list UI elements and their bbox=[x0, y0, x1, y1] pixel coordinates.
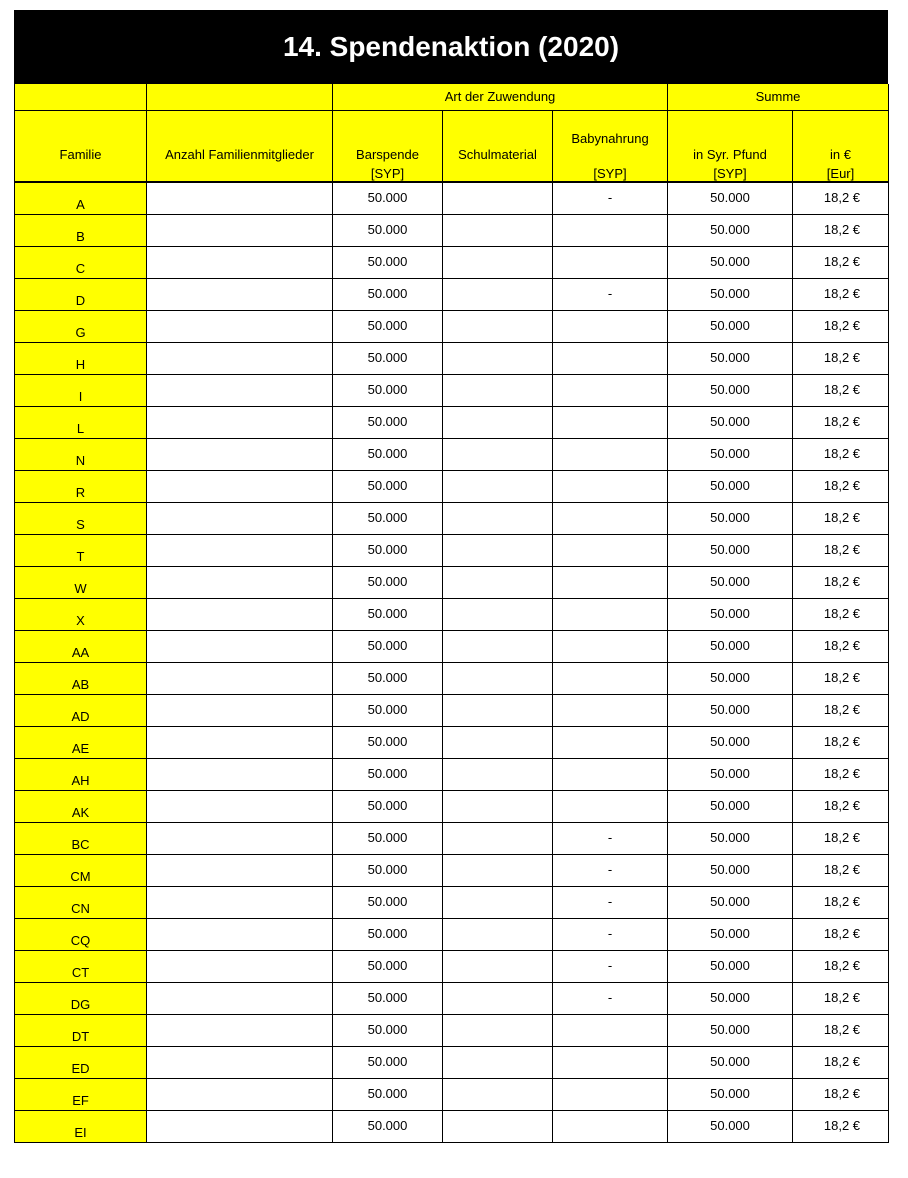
table-row bbox=[15, 182, 889, 214]
cell-familie: BC bbox=[15, 822, 147, 854]
cell-familie: S bbox=[15, 502, 147, 534]
cell-summe-eur: 18,2 € bbox=[793, 822, 889, 854]
cell-summe-syp: 50.000 bbox=[668, 470, 793, 502]
donation-table bbox=[14, 84, 889, 1143]
cell-babynahrung bbox=[553, 310, 668, 342]
cell-barspende: 50.000 bbox=[333, 502, 443, 534]
header-row-units bbox=[15, 165, 889, 182]
unit-syr-pfund: [SYP] bbox=[668, 165, 793, 182]
cell-summe-eur: 18,2 € bbox=[793, 470, 889, 502]
cell-summe-eur: 18,2 € bbox=[793, 278, 889, 310]
table-row bbox=[15, 1110, 889, 1142]
table-row bbox=[15, 310, 889, 342]
cell-schulmaterial bbox=[443, 438, 553, 470]
cell-babynahrung bbox=[553, 214, 668, 246]
cell-anzahl bbox=[147, 182, 333, 214]
cell-summe-syp: 50.000 bbox=[668, 726, 793, 758]
cell-summe-syp: 50.000 bbox=[668, 598, 793, 630]
cell-anzahl bbox=[147, 214, 333, 246]
cell-barspende: 50.000 bbox=[333, 438, 443, 470]
cell-babynahrung: - bbox=[553, 918, 668, 950]
cell-familie: R bbox=[15, 470, 147, 502]
cell-familie: X bbox=[15, 598, 147, 630]
cell-summe-syp: 50.000 bbox=[668, 182, 793, 214]
unit-eur: [Eur] bbox=[793, 165, 889, 182]
cell-summe-syp: 50.000 bbox=[668, 310, 793, 342]
cell-barspende: 50.000 bbox=[333, 1110, 443, 1142]
cell-barspende: 50.000 bbox=[333, 598, 443, 630]
header-group-summe: Summe bbox=[668, 84, 889, 110]
cell-summe-syp: 50.000 bbox=[668, 854, 793, 886]
cell-barspende: 50.000 bbox=[333, 534, 443, 566]
cell-barspende: 50.000 bbox=[333, 1014, 443, 1046]
cell-anzahl bbox=[147, 470, 333, 502]
cell-schulmaterial bbox=[443, 822, 553, 854]
cell-summe-eur: 18,2 € bbox=[793, 790, 889, 822]
cell-barspende: 50.000 bbox=[333, 630, 443, 662]
cell-familie: H bbox=[15, 342, 147, 374]
cell-summe-eur: 18,2 € bbox=[793, 854, 889, 886]
table-row bbox=[15, 566, 889, 598]
table-row bbox=[15, 342, 889, 374]
cell-summe-eur: 18,2 € bbox=[793, 502, 889, 534]
cell-familie: W bbox=[15, 566, 147, 598]
table-row bbox=[15, 822, 889, 854]
cell-familie: I bbox=[15, 374, 147, 406]
cell-anzahl bbox=[147, 406, 333, 438]
unit-babynahrung: [SYP] bbox=[553, 165, 668, 182]
cell-schulmaterial bbox=[443, 598, 553, 630]
cell-babynahrung bbox=[553, 1046, 668, 1078]
table-row bbox=[15, 502, 889, 534]
cell-familie: C bbox=[15, 246, 147, 278]
cell-summe-eur: 18,2 € bbox=[793, 982, 889, 1014]
cell-summe-eur: 18,2 € bbox=[793, 1078, 889, 1110]
table-row bbox=[15, 1046, 889, 1078]
cell-babynahrung bbox=[553, 630, 668, 662]
cell-schulmaterial bbox=[443, 1014, 553, 1046]
cell-summe-eur: 18,2 € bbox=[793, 406, 889, 438]
cell-anzahl bbox=[147, 854, 333, 886]
cell-summe-eur: 18,2 € bbox=[793, 598, 889, 630]
cell-schulmaterial bbox=[443, 214, 553, 246]
header-anzahl: Anzahl Familienmitglieder bbox=[147, 110, 333, 165]
table-row bbox=[15, 886, 889, 918]
cell-summe-syp: 50.000 bbox=[668, 950, 793, 982]
cell-familie: EI bbox=[15, 1110, 147, 1142]
cell-anzahl bbox=[147, 694, 333, 726]
table-row bbox=[15, 534, 889, 566]
cell-schulmaterial bbox=[443, 182, 553, 214]
table-row bbox=[15, 694, 889, 726]
cell-summe-syp: 50.000 bbox=[668, 822, 793, 854]
cell-babynahrung bbox=[553, 1110, 668, 1142]
cell-babynahrung bbox=[553, 758, 668, 790]
cell-summe-eur: 18,2 € bbox=[793, 1110, 889, 1142]
cell-summe-eur: 18,2 € bbox=[793, 662, 889, 694]
unit-barspende: [SYP] bbox=[333, 165, 443, 182]
cell-summe-eur: 18,2 € bbox=[793, 566, 889, 598]
cell-barspende: 50.000 bbox=[333, 1046, 443, 1078]
cell-babynahrung bbox=[553, 374, 668, 406]
cell-babynahrung bbox=[553, 470, 668, 502]
cell-anzahl bbox=[147, 310, 333, 342]
cell-anzahl bbox=[147, 758, 333, 790]
cell-barspende: 50.000 bbox=[333, 982, 443, 1014]
cell-schulmaterial bbox=[443, 566, 553, 598]
table-row bbox=[15, 726, 889, 758]
cell-babynahrung bbox=[553, 726, 668, 758]
cell-babynahrung: - bbox=[553, 950, 668, 982]
cell-summe-syp: 50.000 bbox=[668, 406, 793, 438]
cell-schulmaterial bbox=[443, 246, 553, 278]
cell-babynahrung bbox=[553, 566, 668, 598]
header-familie: Familie bbox=[15, 110, 147, 165]
cell-anzahl bbox=[147, 950, 333, 982]
cell-schulmaterial bbox=[443, 790, 553, 822]
cell-summe-syp: 50.000 bbox=[668, 1014, 793, 1046]
cell-babynahrung bbox=[553, 662, 668, 694]
table-row bbox=[15, 918, 889, 950]
header-babynahrung: Babynahrung bbox=[553, 110, 668, 165]
cell-summe-syp: 50.000 bbox=[668, 1078, 793, 1110]
cell-summe-eur: 18,2 € bbox=[793, 342, 889, 374]
cell-anzahl bbox=[147, 246, 333, 278]
cell-summe-syp: 50.000 bbox=[668, 374, 793, 406]
cell-summe-syp: 50.000 bbox=[668, 534, 793, 566]
cell-anzahl bbox=[147, 278, 333, 310]
cell-babynahrung bbox=[553, 534, 668, 566]
cell-summe-eur: 18,2 € bbox=[793, 182, 889, 214]
table-row bbox=[15, 630, 889, 662]
table-row bbox=[15, 950, 889, 982]
cell-schulmaterial bbox=[443, 950, 553, 982]
cell-familie: AE bbox=[15, 726, 147, 758]
cell-familie: CT bbox=[15, 950, 147, 982]
cell-barspende: 50.000 bbox=[333, 726, 443, 758]
cell-summe-eur: 18,2 € bbox=[793, 758, 889, 790]
unit-cell-empty bbox=[15, 165, 147, 182]
cell-anzahl bbox=[147, 886, 333, 918]
cell-anzahl bbox=[147, 566, 333, 598]
cell-summe-eur: 18,2 € bbox=[793, 886, 889, 918]
cell-summe-eur: 18,2 € bbox=[793, 918, 889, 950]
cell-familie: AB bbox=[15, 662, 147, 694]
cell-barspende: 50.000 bbox=[333, 566, 443, 598]
cell-schulmaterial bbox=[443, 982, 553, 1014]
table-row bbox=[15, 406, 889, 438]
cell-schulmaterial bbox=[443, 886, 553, 918]
cell-summe-eur: 18,2 € bbox=[793, 214, 889, 246]
cell-schulmaterial bbox=[443, 662, 553, 694]
table-row bbox=[15, 790, 889, 822]
cell-babynahrung bbox=[553, 406, 668, 438]
cell-summe-syp: 50.000 bbox=[668, 662, 793, 694]
table-row bbox=[15, 214, 889, 246]
cell-babynahrung: - bbox=[553, 822, 668, 854]
cell-schulmaterial bbox=[443, 502, 553, 534]
cell-anzahl bbox=[147, 1046, 333, 1078]
cell-anzahl bbox=[147, 534, 333, 566]
cell-familie: AA bbox=[15, 630, 147, 662]
cell-barspende: 50.000 bbox=[333, 950, 443, 982]
cell-barspende: 50.000 bbox=[333, 310, 443, 342]
cell-anzahl bbox=[147, 822, 333, 854]
header-barspende: Barspende bbox=[333, 110, 443, 165]
cell-schulmaterial bbox=[443, 342, 553, 374]
table-row bbox=[15, 1014, 889, 1046]
cell-summe-syp: 50.000 bbox=[668, 502, 793, 534]
cell-familie: A bbox=[15, 182, 147, 214]
cell-schulmaterial bbox=[443, 726, 553, 758]
cell-familie: DG bbox=[15, 982, 147, 1014]
header-row-columns bbox=[15, 110, 889, 165]
cell-schulmaterial bbox=[443, 374, 553, 406]
cell-schulmaterial bbox=[443, 694, 553, 726]
cell-anzahl bbox=[147, 438, 333, 470]
cell-summe-eur: 18,2 € bbox=[793, 374, 889, 406]
cell-schulmaterial bbox=[443, 630, 553, 662]
cell-anzahl bbox=[147, 502, 333, 534]
cell-summe-eur: 18,2 € bbox=[793, 1014, 889, 1046]
cell-summe-syp: 50.000 bbox=[668, 278, 793, 310]
cell-babynahrung: - bbox=[553, 854, 668, 886]
table-row bbox=[15, 758, 889, 790]
cell-barspende: 50.000 bbox=[333, 374, 443, 406]
cell-babynahrung bbox=[553, 598, 668, 630]
cell-summe-syp: 50.000 bbox=[668, 214, 793, 246]
cell-schulmaterial bbox=[443, 278, 553, 310]
cell-babynahrung: - bbox=[553, 182, 668, 214]
cell-familie: CM bbox=[15, 854, 147, 886]
cell-familie: CN bbox=[15, 886, 147, 918]
cell-familie: AH bbox=[15, 758, 147, 790]
cell-anzahl bbox=[147, 726, 333, 758]
header-cell-empty bbox=[147, 84, 333, 110]
cell-barspende: 50.000 bbox=[333, 790, 443, 822]
header-schulmaterial: Schulmaterial bbox=[443, 110, 553, 165]
cell-summe-eur: 18,2 € bbox=[793, 438, 889, 470]
cell-anzahl bbox=[147, 1078, 333, 1110]
cell-summe-syp: 50.000 bbox=[668, 886, 793, 918]
cell-schulmaterial bbox=[443, 1110, 553, 1142]
cell-familie: G bbox=[15, 310, 147, 342]
cell-barspende: 50.000 bbox=[333, 1078, 443, 1110]
cell-babynahrung bbox=[553, 246, 668, 278]
cell-summe-syp: 50.000 bbox=[668, 694, 793, 726]
cell-schulmaterial bbox=[443, 534, 553, 566]
cell-anzahl bbox=[147, 982, 333, 1014]
cell-schulmaterial bbox=[443, 854, 553, 886]
cell-babynahrung: - bbox=[553, 982, 668, 1014]
cell-familie: EF bbox=[15, 1078, 147, 1110]
cell-schulmaterial bbox=[443, 1046, 553, 1078]
cell-barspende: 50.000 bbox=[333, 214, 443, 246]
cell-familie: AK bbox=[15, 790, 147, 822]
cell-summe-syp: 50.000 bbox=[668, 630, 793, 662]
cell-summe-syp: 50.000 bbox=[668, 1110, 793, 1142]
cell-anzahl bbox=[147, 790, 333, 822]
cell-schulmaterial bbox=[443, 470, 553, 502]
cell-summe-eur: 18,2 € bbox=[793, 534, 889, 566]
cell-babynahrung bbox=[553, 694, 668, 726]
cell-familie: D bbox=[15, 278, 147, 310]
table-row bbox=[15, 598, 889, 630]
cell-schulmaterial bbox=[443, 310, 553, 342]
cell-familie: B bbox=[15, 214, 147, 246]
cell-barspende: 50.000 bbox=[333, 822, 443, 854]
cell-barspende: 50.000 bbox=[333, 470, 443, 502]
cell-familie: AD bbox=[15, 694, 147, 726]
table-row bbox=[15, 278, 889, 310]
cell-anzahl bbox=[147, 598, 333, 630]
cell-summe-syp: 50.000 bbox=[668, 566, 793, 598]
cell-summe-syp: 50.000 bbox=[668, 758, 793, 790]
cell-barspende: 50.000 bbox=[333, 182, 443, 214]
table-row bbox=[15, 246, 889, 278]
header-cell-empty bbox=[15, 84, 147, 110]
cell-anzahl bbox=[147, 342, 333, 374]
cell-barspende: 50.000 bbox=[333, 246, 443, 278]
cell-barspende: 50.000 bbox=[333, 406, 443, 438]
cell-barspende: 50.000 bbox=[333, 918, 443, 950]
cell-barspende: 50.000 bbox=[333, 758, 443, 790]
cell-babynahrung bbox=[553, 342, 668, 374]
cell-babynahrung bbox=[553, 790, 668, 822]
cell-anzahl bbox=[147, 630, 333, 662]
cell-barspende: 50.000 bbox=[333, 278, 443, 310]
cell-barspende: 50.000 bbox=[333, 854, 443, 886]
cell-summe-syp: 50.000 bbox=[668, 1046, 793, 1078]
cell-summe-eur: 18,2 € bbox=[793, 950, 889, 982]
header-row-groups bbox=[15, 84, 889, 110]
cell-babynahrung bbox=[553, 1014, 668, 1046]
cell-barspende: 50.000 bbox=[333, 662, 443, 694]
table-row bbox=[15, 854, 889, 886]
table-row bbox=[15, 470, 889, 502]
cell-summe-eur: 18,2 € bbox=[793, 726, 889, 758]
cell-schulmaterial bbox=[443, 918, 553, 950]
title-bar bbox=[14, 10, 888, 84]
cell-summe-syp: 50.000 bbox=[668, 246, 793, 278]
cell-summe-syp: 50.000 bbox=[668, 438, 793, 470]
cell-babynahrung bbox=[553, 1078, 668, 1110]
cell-summe-eur: 18,2 € bbox=[793, 310, 889, 342]
cell-anzahl bbox=[147, 918, 333, 950]
cell-anzahl bbox=[147, 1014, 333, 1046]
cell-familie: DT bbox=[15, 1014, 147, 1046]
cell-anzahl bbox=[147, 662, 333, 694]
cell-barspende: 50.000 bbox=[333, 886, 443, 918]
cell-summe-syp: 50.000 bbox=[668, 918, 793, 950]
cell-anzahl bbox=[147, 1110, 333, 1142]
table-row bbox=[15, 1078, 889, 1110]
cell-schulmaterial bbox=[443, 1078, 553, 1110]
cell-familie: ED bbox=[15, 1046, 147, 1078]
cell-babynahrung bbox=[553, 438, 668, 470]
donation-sheet bbox=[14, 10, 888, 1143]
cell-summe-syp: 50.000 bbox=[668, 982, 793, 1014]
cell-familie: L bbox=[15, 406, 147, 438]
cell-summe-eur: 18,2 € bbox=[793, 694, 889, 726]
page-title: 14. Spendenaktion (2020) bbox=[282, 31, 620, 62]
cell-schulmaterial bbox=[443, 406, 553, 438]
cell-familie: T bbox=[15, 534, 147, 566]
cell-familie: N bbox=[15, 438, 147, 470]
cell-summe-eur: 18,2 € bbox=[793, 630, 889, 662]
cell-summe-eur: 18,2 € bbox=[793, 1046, 889, 1078]
cell-summe-syp: 50.000 bbox=[668, 342, 793, 374]
header-eur: in € bbox=[793, 110, 889, 165]
header-group-art: Art der Zuwendung bbox=[333, 84, 668, 110]
table-row bbox=[15, 374, 889, 406]
cell-barspende: 50.000 bbox=[333, 342, 443, 374]
cell-schulmaterial bbox=[443, 758, 553, 790]
header-syr-pfund: in Syr. Pfund bbox=[668, 110, 793, 165]
table-row bbox=[15, 982, 889, 1014]
cell-babynahrung: - bbox=[553, 886, 668, 918]
cell-summe-eur: 18,2 € bbox=[793, 246, 889, 278]
unit-cell-empty bbox=[147, 165, 333, 182]
unit-cell-empty bbox=[443, 165, 553, 182]
cell-barspende: 50.000 bbox=[333, 694, 443, 726]
cell-babynahrung: - bbox=[553, 278, 668, 310]
cell-familie: CQ bbox=[15, 918, 147, 950]
table-row bbox=[15, 438, 889, 470]
table-row bbox=[15, 662, 889, 694]
cell-summe-syp: 50.000 bbox=[668, 790, 793, 822]
cell-anzahl bbox=[147, 374, 333, 406]
cell-babynahrung bbox=[553, 502, 668, 534]
